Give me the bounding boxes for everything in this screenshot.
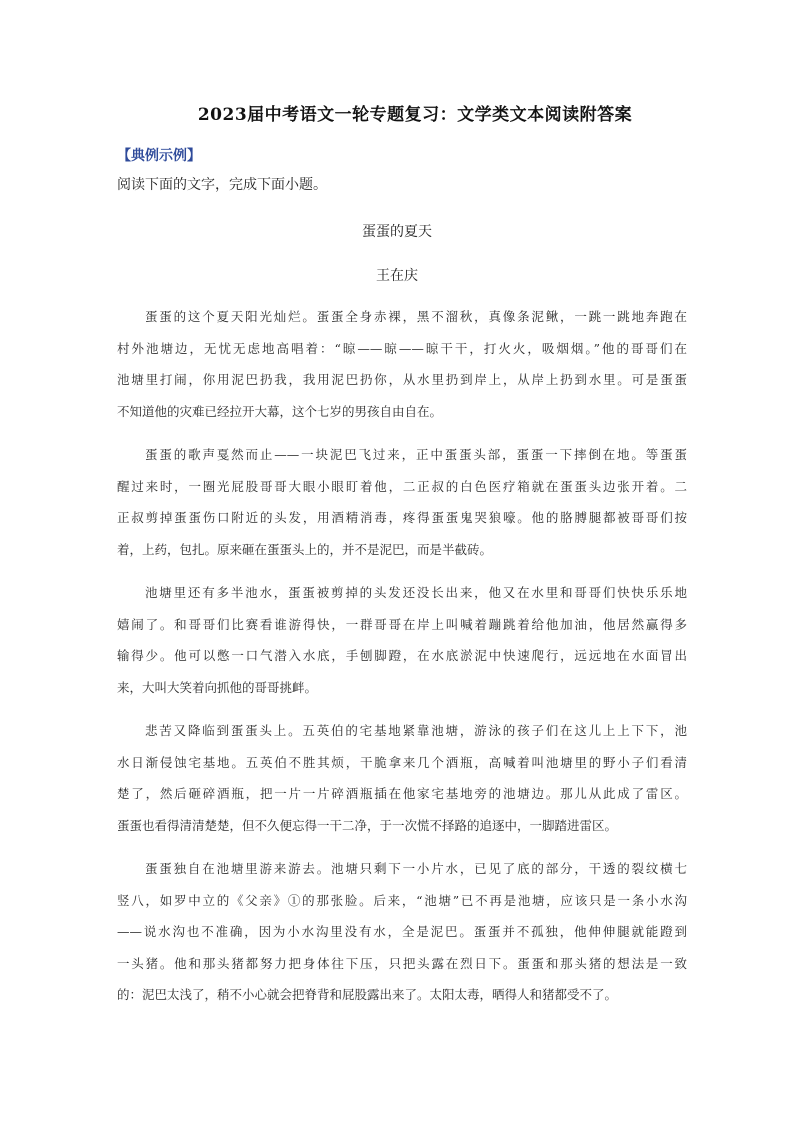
- paragraph-5: [117, 853, 687, 1011]
- paragraph-line: 蛋蛋独自在池塘里游来游去。池塘只剩下一小片水，已见了底的部分，干透的裂纹横七: [145, 861, 687, 876]
- paragraph-3: [117, 577, 687, 703]
- reading-instruction: 阅读下面的文字，完成下面小题。: [117, 177, 327, 193]
- story-title: 蛋蛋的夏天: [362, 224, 432, 240]
- paragraph-line: 水日渐侵蚀宅基地。五英伯不胜其烦，干脆拿来几个酒瓶，高喊着叫池塘里的野小子们看清: [117, 754, 687, 770]
- paragraph-line: 竖八，如罗中立的《父亲》①的那张脸。后来，“池塘”已不再是池塘，应该只是一条小水沟: [117, 892, 687, 908]
- paragraph-line: 蛋蛋的歌声戛然而止——一块泥巴飞过来，正中蛋蛋头部，蛋蛋一下摔倒在地。等蛋蛋: [145, 447, 687, 462]
- paragraph-2: [117, 439, 687, 565]
- section-tag: 【典例示例】: [117, 148, 201, 164]
- paragraph-1: [117, 301, 687, 427]
- paragraph-line: 不知道他的灾难已经拉开大幕，这个七岁的男孩自由自在。: [117, 403, 443, 419]
- paragraph-line: 一头猪。他和那头猪都努力把身体往下压，只把头露在烈日下。蛋蛋和那头猪的想法是一致: [117, 955, 687, 971]
- paragraph-line: 悲苦又降临到蛋蛋头上。五英伯的宅基地紧靠池塘，游泳的孩子们在这儿上上下下，池: [145, 723, 687, 738]
- paragraph-line: 来，大叫大笑着向抓他的哥哥挑衅。: [117, 679, 318, 695]
- paragraph-line: 楚了，然后砸碎酒瓶，把一片一片碎酒瓶插在他家宅基地旁的池塘边。那儿从此成了雷区。: [117, 786, 687, 801]
- paragraph-line: 醒过来时，一圈光屁股哥哥大眼小眼盯着他，二正叔的白色医疗箱就在蛋蛋头边张开着。二: [117, 478, 687, 494]
- paragraph-4: [117, 715, 687, 841]
- paragraph-line: 蛋蛋的这个夏天阳光灿烂。蛋蛋全身赤裸，黑不溜秋，真像条泥鳅，一跳一跳地奔跑在: [145, 309, 687, 324]
- paragraph-line: 输得少。他可以憋一口气潜入水底，手刨脚蹬，在水底淤泥中快速爬行，远远地在水面冒出: [117, 648, 687, 663]
- paragraph-line: 嬉闹了。和哥哥们比赛看谁游得快，一群哥哥在岸上叫喊着蹦跳着给他加油，他居然赢得多: [117, 616, 687, 632]
- story-author: 王在庆: [376, 268, 418, 284]
- paragraph-line: 村外池塘边，无忧无虑地高唱着：“晾——晾——晾干干，打火火，吸烟烟。”他的哥哥们在: [117, 340, 687, 356]
- document-title: 2023届中考语文一轮专题复习：文学类文本阅读附答案: [197, 105, 633, 125]
- paragraph-line: 池塘里打闹，你用泥巴扔我，我用泥巴扔你，从水里扔到岸上，从岸上扔到水里。可是蛋蛋: [117, 372, 687, 387]
- paragraph-line: 蛋蛋也看得清清楚楚，但不久便忘得一干二净，于一次慌不择路的追逐中，一脚踏进雷区。: [117, 817, 618, 833]
- paragraph-line: 着，上药，包扎。原来砸在蛋蛋头上的，并不是泥巴，而是半截砖。: [117, 541, 493, 557]
- paragraph-line: ——说水沟也不准确，因为小水沟里没有水，全是泥巴。蛋蛋并不孤独，他伸伸腿就能蹬到: [117, 924, 687, 939]
- paragraph-line: 池塘里还有多半池水，蛋蛋被剪掉的头发还没长出来，他又在水里和哥哥们快快乐乐地: [145, 585, 687, 600]
- paragraph-line: 的：泥巴太浅了，稍不小心就会把脊背和屁股露出来了。太阳太毒，晒得人和猪都受不了。: [117, 987, 618, 1002]
- paragraph-line: 正叔剪掉蛋蛋伤口附近的头发，用酒精消毒，疼得蛋蛋鬼哭狼嚎。他的胳膊腿都被哥哥们按: [117, 510, 687, 525]
